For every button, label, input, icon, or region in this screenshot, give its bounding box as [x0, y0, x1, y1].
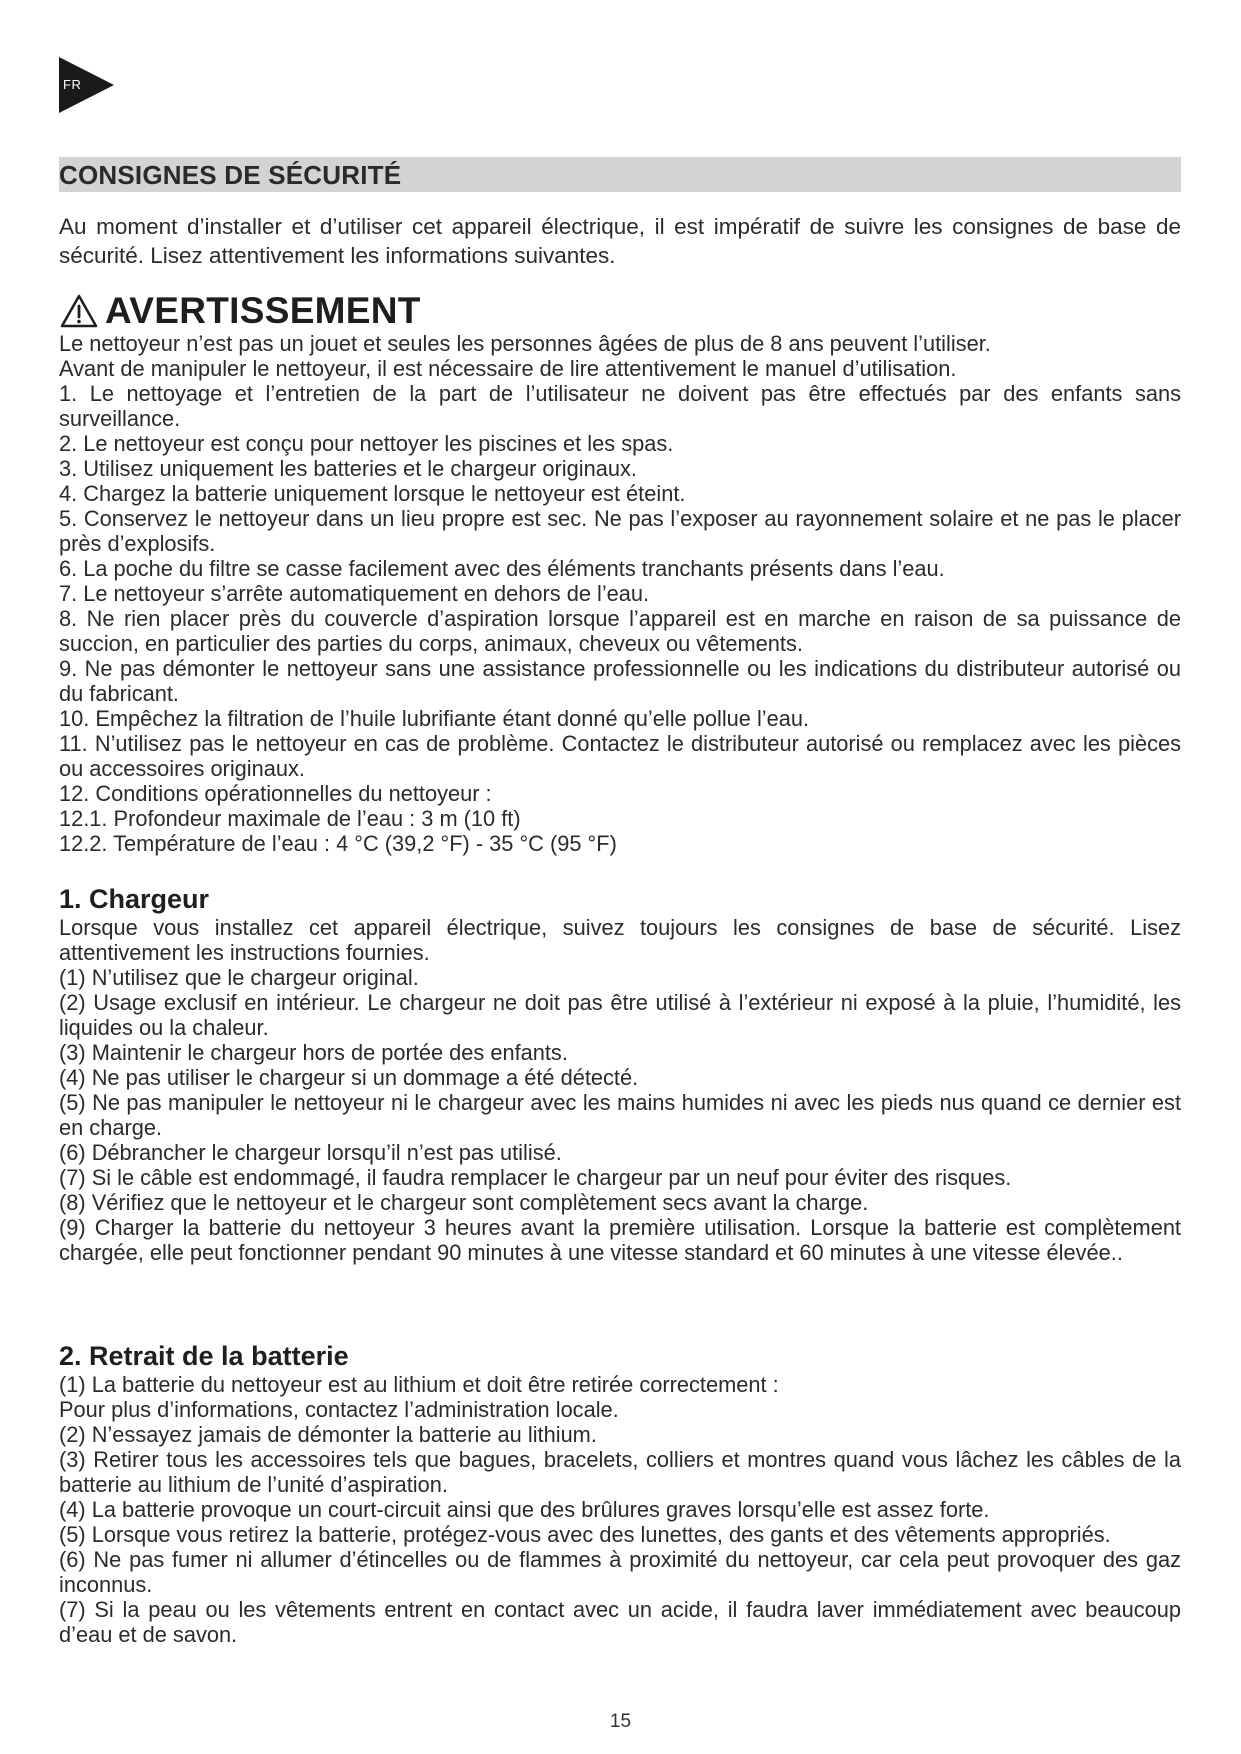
list-item: (1) N’utilisez que le chargeur original. — [59, 965, 419, 990]
list-item: (2) N’essayez jamais de démonter la batterie au lithium. — [59, 1422, 597, 1447]
list-item: (3) Retirer tous les accessoires tels que bagues, bracelets, colliers et montres quand vous lâchez les câbles de la batterie au lithium de l’unité d’aspiration. — [59, 1447, 1181, 1497]
list-item: Lorsque vous installez cet appareil électrique, suivez toujours les consignes de base de sécurité. Lisez attentivement les instructions fournies. — [59, 915, 1181, 965]
list-item: 7. Le nettoyeur s’arrête automatiquement en dehors de l’eau. — [59, 581, 650, 606]
list-item: 2. Le nettoyeur est conçu pour nettoyer les piscines et les spas. — [59, 431, 674, 456]
list-item: 1. Le nettoyage et l’entretien de la part de l’utilisateur ne doivent pas être effectués par des enfants sans surveillance. — [59, 381, 1181, 431]
list-item: 6. La poche du filtre se casse facilement avec des éléments tranchants présents dans l’eau. — [59, 556, 945, 581]
list-item: (7) Si la peau ou les vêtements entrent en contact avec un acide, il faudra laver immédiatement avec beaucoup d’eau et de savon. — [59, 1597, 1181, 1647]
list-item: 11. N’utilisez pas le nettoyeur en cas de problème. Contactez le distributeur autorisé ou remplacez avec les pièces ou accessoires originaux. — [59, 731, 1181, 781]
list-item: (3) Maintenir le chargeur hors de portée des enfants. — [59, 1040, 568, 1065]
language-label: FR — [63, 77, 82, 92]
list-item: (4) La batterie provoque un court-circuit ainsi que des brûlures graves lorsqu’elle est assez forte. — [59, 1497, 990, 1522]
list-item: Pour plus d’informations, contactez l’administration locale. — [59, 1397, 619, 1422]
warning-title: AVERTISSEMENT — [105, 290, 421, 331]
list-item: (7) Si le câble est endommagé, il faudra remplacer le chargeur par un neuf pour éviter des risques. — [59, 1165, 1012, 1190]
charger-heading: 1. Chargeur — [59, 884, 210, 914]
list-item: 12.1. Profondeur maximale de l’eau : 3 m (10 ft) — [59, 806, 521, 831]
list-item: 12.2. Température de l’eau : 4 °C (39,2 °F) - 35 °C (95 °F) — [59, 831, 617, 856]
list-item: Le nettoyeur n’est pas un jouet et seules les personnes âgées de plus de 8 ans peuvent l’utiliser. — [59, 331, 991, 356]
list-item: 9. Ne pas démonter le nettoyeur sans une assistance professionnelle ou les indications du distributeur autorisé ou du fabricant. — [59, 656, 1181, 706]
list-item: (5) Ne pas manipuler le nettoyeur ni le chargeur avec les mains humides ni avec les pieds nus quand ce dernier est en charge. — [59, 1090, 1181, 1140]
list-item: (4) Ne pas utiliser le chargeur si un dommage a été détecté. — [59, 1065, 639, 1090]
list-item: (1) La batterie du nettoyeur est au lithium et doit être retirée correctement : — [59, 1372, 779, 1397]
list-item: (6) Débrancher le chargeur lorsqu’il n’est pas utilisé. — [59, 1140, 562, 1165]
list-item: 3. Utilisez uniquement les batteries et le chargeur originaux. — [59, 456, 637, 481]
list-item: 10. Empêchez la filtration de l’huile lubrifiante étant donné qu’elle pollue l’eau. — [59, 706, 810, 731]
list-item: (6) Ne pas fumer ni allumer d’étincelles ou de flammes à proximité du nettoyeur, car cela peut provoquer des gaz inconnus. — [59, 1547, 1181, 1597]
warning-heading — [59, 291, 1181, 331]
list-item: (8) Vérifiez que le nettoyeur et le chargeur sont complètement secs avant la charge. — [59, 1190, 869, 1215]
warning-list — [59, 331, 1181, 856]
intro-paragraph: Au moment d’installer et d’utiliser cet appareil électrique, il est impératif de suivre les consignes de base de sécurité. Lisez attentivement les informations suivantes. — [59, 214, 1181, 268]
list-item: (5) Lorsque vous retirez la batterie, protégez-vous avec des lunettes, des gants et des vêtements appropriés. — [59, 1522, 1111, 1547]
list-item: (2) Usage exclusif en intérieur. Le chargeur ne doit pas être utilisé à l’extérieur ni exposé à la pluie, l’humidité, les liquides ou la chaleur. — [59, 990, 1181, 1040]
battery-list — [59, 1372, 1181, 1647]
charger-list — [59, 915, 1181, 1265]
section-title: CONSIGNES DE SÉCURITÉ — [59, 160, 402, 190]
list-item: 5. Conservez le nettoyeur dans un lieu propre est sec. Ne pas l’exposer au rayonnement solaire et ne pas le placer près d’explosifs. — [59, 506, 1181, 556]
list-item: Avant de manipuler le nettoyeur, il est nécessaire de lire attentivement le manuel d’utilisation. — [59, 356, 957, 381]
list-item: 8. Ne rien placer près du couvercle d’aspiration lorsque l’appareil est en marche en raison de sa puissance de succion, en particulier des parties du corps, animaux, cheveux ou vêtements. — [59, 606, 1181, 656]
list-item: (9) Charger la batterie du nettoyeur 3 heures avant la première utilisation. Lorsque la batterie est complètement chargée, elle peut fonctionner pendant 90 minutes à une vitesse standard et 60 minutes à une vitesse élevée.. — [59, 1215, 1181, 1265]
page-number: 15 — [609, 1711, 632, 1732]
warning-triangle-icon — [59, 293, 99, 329]
list-item: 12. Conditions opérationnelles du nettoyeur : — [59, 781, 492, 806]
list-item: 4. Chargez la batterie uniquement lorsque le nettoyeur est éteint. — [59, 481, 686, 506]
battery-heading: 2. Retrait de la batterie — [59, 1341, 349, 1371]
